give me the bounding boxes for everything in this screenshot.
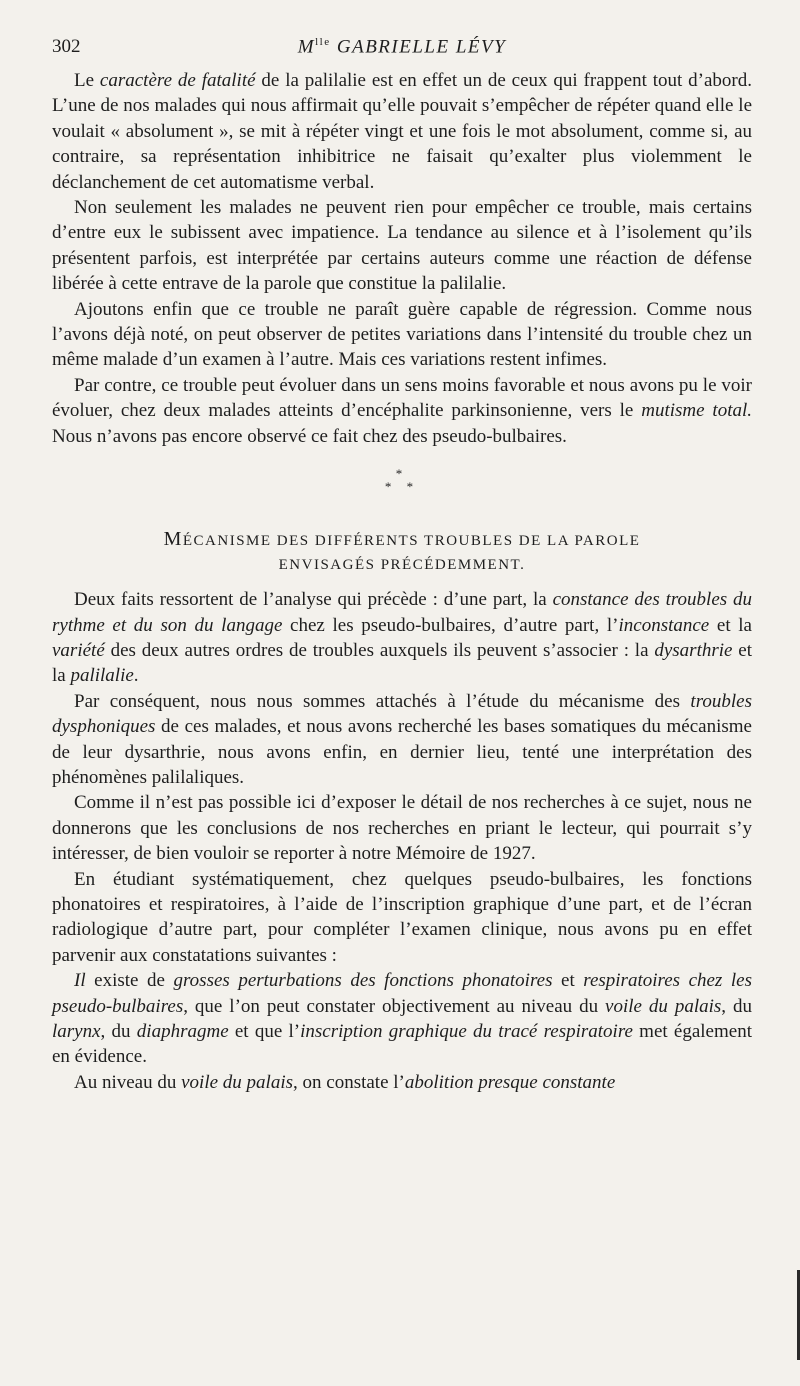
- asterisk-top: *: [395, 466, 409, 482]
- text-run: et la: [52, 639, 752, 687]
- heading-text: ÉCANISME DES DIFFÉRENTS TROUBLES DE LA PAROLE: [182, 533, 641, 550]
- paragraph-par-contre: [52, 373, 752, 449]
- text-run: , du: [100, 1021, 137, 1042]
- text-run: Le: [74, 70, 100, 91]
- italic-run: palilalie: [70, 665, 134, 687]
- page-number: 302: [52, 36, 81, 57]
- text-run: , que l’on peut constater objectivement au niveau du: [183, 995, 606, 1017]
- italic-run: voile du palais: [181, 1071, 294, 1093]
- running-head: [52, 36, 752, 58]
- paragraph-en-etudiant: En étudiant systématiquement, chez quelques pseudo-bulbaires, les fonctions phonatoires et respiratoires, à l’aide de l’inscription graphique d’une part, et de l’écran radiologique d’autre part, pour compléter l’examen clinique, nous avons pu en effet parvenir aux constatations suivantes :: [52, 868, 752, 966]
- section-heading: [52, 527, 752, 577]
- text-run: Nous n’avons pas encore observé ce fait chez des pseudo-bulbaires.: [52, 425, 567, 447]
- body-text: [52, 68, 752, 1095]
- section-heading-line-1: [52, 527, 752, 553]
- author-name: GABRIELLE LÉVY: [330, 36, 507, 58]
- heading-initial: M: [163, 528, 183, 551]
- text-run: et la: [709, 614, 752, 636]
- page-header: [52, 36, 752, 62]
- section-heading-line-2: ENVISAGÉS PRÉCÉDEMMENT.: [278, 557, 526, 574]
- italic-run: voile du palais: [605, 995, 722, 1017]
- italic-run: inscription graphique du tracé respiratoire: [300, 1021, 633, 1042]
- text-run: met également en évidence.: [52, 1021, 752, 1068]
- italic-run: mutisme total.: [641, 400, 753, 422]
- paragraph-non-seulement: Non seulement les malades ne peuvent rien pour empêcher ce trouble, mais certains d’entre eux le subissent avec impatience. La tendance au silence et à l’isolement qu’ils présentent parfois, est interprétée par certains auteurs comme une réaction de défense libérée à cette entrave de la parole que constitue la palilalie.: [52, 197, 752, 295]
- section-separator: [52, 467, 752, 493]
- author-prefix: M: [297, 36, 316, 58]
- italic-run: inconstance: [618, 614, 710, 636]
- italic-run: constance des troubles du rythme et du son du langage: [52, 589, 753, 636]
- text-run: , on constate l’: [293, 1071, 405, 1093]
- italic-run: variété: [52, 639, 105, 661]
- author-sup: lle: [315, 36, 331, 48]
- text-run: et: [552, 970, 584, 992]
- asterisks-bottom: * *: [384, 479, 420, 495]
- text-run: Par conséquent, nous nous sommes attachés à l’étude du mécanisme des: [74, 690, 691, 712]
- italic-run: Il: [74, 970, 86, 992]
- italic-run: abolition presque constante: [404, 1071, 616, 1093]
- italic-run: respiratoires chez les pseudo-bulbaires: [52, 970, 752, 1017]
- text-run: des deux autres ordres de troubles auxquels ils peuvent s’associer : la: [104, 639, 655, 661]
- italic-run: dysarthrie: [654, 639, 733, 661]
- paragraph-par-consequent: [52, 689, 752, 791]
- paragraph-il-existe: [52, 968, 752, 1070]
- italic-run: caractère de fatalité: [99, 70, 256, 91]
- text-run: de la palilalie est en effet un de ceux qui frappent tout d’abord. L’une de nos malades qui nous affirmait qu’elle pouvait s’empêcher de répéter quand elle le voulait « absolument », se mit à répéter vingt et une fois le mot absolument, comme si, au contraire, sa représentation inhibitrice ne faisait qu’exalter plus violemment le déclanchement de cet automatisme verbal.: [52, 70, 752, 193]
- italic-run: larynx: [52, 1021, 101, 1042]
- text-run: de ces malades, et nous avons recherché les bases somatiques du mécanisme de leur dysarthrie, nous avons enfin, en dernier lieu, tenté une interprétation des phénomènes palilaliques.: [52, 716, 752, 788]
- text-run: .: [133, 665, 139, 687]
- text-run: chez les pseudo-bulbaires, d’autre part, l’: [282, 614, 619, 636]
- text-run: , du: [721, 995, 752, 1017]
- paragraph-comme-il: Comme il n’est pas possible ici d’exposer le détail de nos recherches à ce sujet, nous ne donnerons que les conclusions de nos recherches en priant le lecteur, qui pourrait s’y intéresser, de bien vouloir se reporter à notre Mémoire de 1927.: [52, 792, 752, 865]
- text-run: et que l’: [228, 1021, 301, 1042]
- paragraph-deux-faits: [52, 587, 752, 689]
- text-run: existe de: [85, 970, 174, 992]
- italic-run: grosses perturbations des fonctions phonatoires: [173, 970, 553, 992]
- italic-run: troubles dysphoniques: [52, 690, 752, 738]
- italic-run: diaphragme: [136, 1021, 229, 1042]
- text-run: Deux faits ressortent de l’analyse qui précède : d’une part, la: [74, 589, 553, 611]
- paragraph-ajoutons: Ajoutons enfin que ce trouble ne paraît guère capable de régression. Comme nous l’avons déjà noté, on peut observer de petites variations dans l’intensité du trouble chez un même malade d’un examen à l’autre. Mais ces variations restent infimes.: [52, 298, 752, 371]
- text-run: Au niveau du: [74, 1071, 182, 1093]
- paragraph-au-niveau: [52, 1070, 752, 1095]
- text-run: Par contre, ce trouble peut évoluer dans un sens moins favorable et nous avons pu le voir évoluer, chez deux malades atteints d’encéphalite parkinsonienne, vers le: [52, 374, 752, 422]
- paragraph-fatalite: [52, 68, 752, 195]
